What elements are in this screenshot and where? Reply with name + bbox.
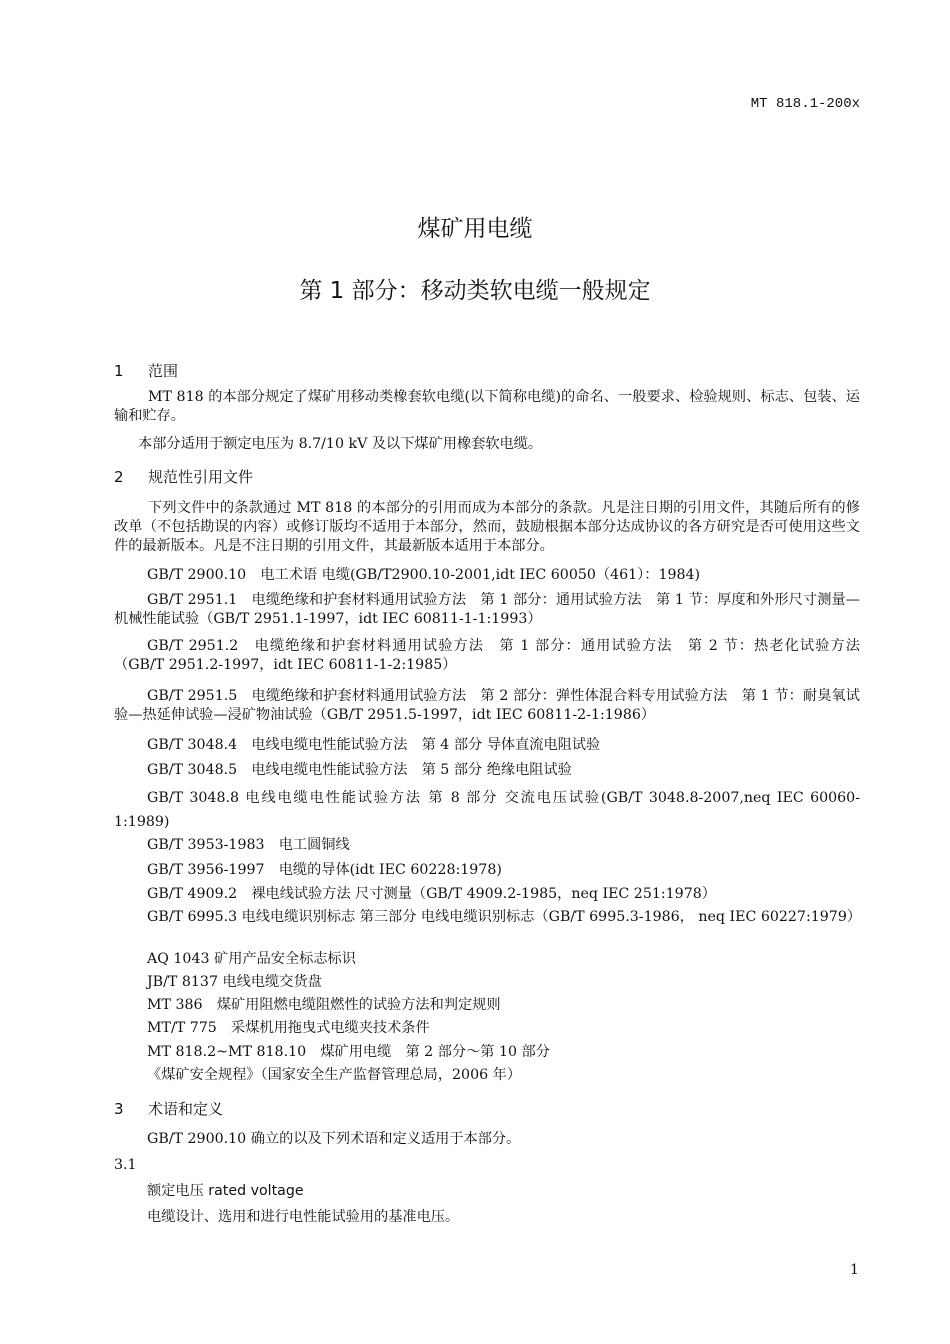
- document-code: MT 818.1-200x: [750, 96, 860, 112]
- reference-item: 《煤矿安全规程》（国家安全生产监督管理总局，2006 年）: [147, 1067, 522, 1083]
- section-2-intro: 下列文件中的条款通过 MT 818 的本部分的引用而成为本部分的条款。凡是注日期的引用文件，其随后所有的修改单（不包括勘误的内容）或修订版均不适用于本部分，然而，鼓励根据本部分达成协议的各方研究是否可使用这些文件的最新版本。凡是不注日期的引用文件，其最新版本适用于本部分。: [114, 500, 860, 554]
- reference-item: GB/T 2951.1 电缆绝缘和护套材料通用试验方法 第 1 部分：通用试验方法 第 1 节：厚度和外形尺寸测量—机械性能试验（GB/T 2951.1-1997，idt IEC 60811-1-1:1993）: [114, 592, 860, 627]
- section-number: 3: [114, 1100, 124, 1118]
- reference-item: GB/T 4909.2 裸电线试验方法 尺寸测量（GB/T 4909.2-1985，neq IEC 251:1978）: [147, 886, 716, 902]
- section-title: 范围: [148, 362, 179, 380]
- subsection-number: 3.1: [114, 1157, 137, 1173]
- reference-item: GB/T 2900.10 电工术语 电缆(GB/T2900.10-2001,idt IEC 60050（461）：1984): [147, 567, 701, 583]
- section-1-paragraph-1: MT 818 的本部分规定了煤矿用移动类橡套软电缆(以下简称电缆)的命名、一般要求、检验规则、标志、包装、运输和贮存。: [114, 389, 860, 424]
- reference-item: MT 386 煤矿用阻燃电缆阻燃性的试验方法和判定规则: [147, 997, 501, 1013]
- reference-item: GB/T 3048.8 电线电缆电性能试验方法 第 8 部分 交流电压试验(GB/T 3048.8-2007,neq IEC 60060-1:1989): [114, 790, 860, 830]
- reference-item: GB/T 6995.3 电线电缆识别标志 第三部分 电线电缆识别标志（GB/T 6995.3-1986， neq IEC 60227:1979）: [147, 909, 862, 925]
- section-3-heading: [114, 1098, 223, 1119]
- reference-item: MT 818.2~MT 818.10 煤矿用电缆 第 2 部分～第 10 部分: [147, 1044, 550, 1060]
- term-title: 额定电压 rated voltage: [147, 1183, 304, 1199]
- document-subtitle: 第 1 部分：移动类软电缆一般规定: [299, 278, 651, 304]
- reference-item: GB/T 2951.5 电缆绝缘和护套材料通用试验方法 第 2 部分：弹性体混合料专用试验方法 第 1 节：耐臭氧试验—热延伸试验—浸矿物油试验（GB/T 2951.5-1997，idt IEC 60811-2-1:1986）: [114, 688, 860, 723]
- document-title: 煤矿用电缆: [417, 216, 533, 242]
- reference-item: GB/T 3953-1983 电工圆铜线: [147, 837, 350, 853]
- section-title: 术语和定义: [148, 1100, 224, 1118]
- reference-item: AQ 1043 矿用产品安全标志标识: [147, 951, 356, 967]
- reference-item: JB/T 8137 电线电缆交货盘: [147, 974, 322, 990]
- reference-item: GB/T 3956-1997 电缆的导体(idt IEC 60228:1978): [147, 862, 502, 878]
- reference-item: GB/T 3048.5 电线电缆电性能试验方法 第 5 部分 绝缘电阻试验: [147, 762, 572, 778]
- section-number: 1: [114, 362, 124, 380]
- section-1-paragraph-2: 本部分适用于额定电压为 8.7/10 kV 及以下煤矿用橡套软电缆。: [138, 436, 543, 452]
- reference-item: GB/T 3048.4 电线电缆电性能试验方法 第 4 部分 导体直流电阻试验: [147, 737, 601, 753]
- section-number: 2: [114, 468, 124, 486]
- reference-item: GB/T 2951.2 电缆绝缘和护套材料通用试验方法 第 1 部分：通用试验方法 第 2 节：热老化试验方法（GB/T 2951.2-1997，idt IEC 60811-1-2:1985）: [114, 638, 860, 673]
- term-definition: 电缆设计、选用和进行电性能试验用的基准电压。: [147, 1209, 460, 1225]
- reference-item: MT/T 775 采煤机用拖曳式电缆夹技术条件: [147, 1020, 430, 1036]
- section-1-heading: [114, 360, 178, 381]
- page-number: 1: [850, 1262, 859, 1278]
- section-3-paragraph: GB/T 2900.10 确立的以及下列术语和定义适用于本部分。: [147, 1131, 521, 1147]
- section-2-heading: [114, 466, 253, 487]
- section-title: 规范性引用文件: [148, 468, 254, 486]
